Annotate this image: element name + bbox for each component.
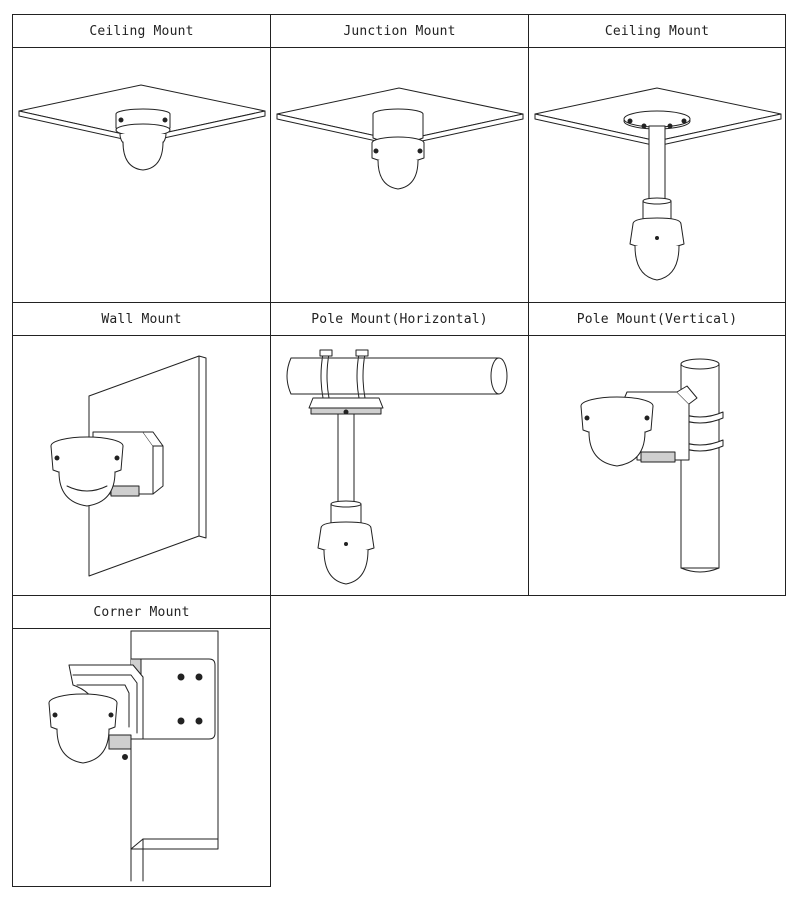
panel-junction-mount bbox=[270, 14, 529, 303]
panel-label: Corner Mount bbox=[13, 596, 270, 629]
ceiling-pendant-mount-illustration bbox=[529, 48, 785, 302]
panel-corner-mount bbox=[12, 595, 271, 887]
ceiling-mount-illustration bbox=[13, 48, 270, 302]
junction-mount-illustration bbox=[271, 48, 528, 302]
pole-mount-vertical-illustration bbox=[529, 336, 785, 595]
wall-mount-illustration bbox=[13, 336, 270, 595]
pole-mount-horizontal-illustration bbox=[271, 336, 528, 595]
panel-ceiling-mount-2 bbox=[528, 14, 786, 303]
panel-label: Junction Mount bbox=[271, 15, 528, 48]
corner-mount-illustration bbox=[13, 629, 270, 886]
panel-ceiling-mount-1 bbox=[12, 14, 271, 303]
panel-label: Pole Mount(Horizontal) bbox=[271, 303, 528, 336]
panel-pole-mount-horizontal bbox=[270, 302, 529, 596]
panel-label: Ceiling Mount bbox=[13, 15, 270, 48]
panel-label: Pole Mount(Vertical) bbox=[529, 303, 785, 336]
panel-label: Ceiling Mount bbox=[529, 15, 785, 48]
panel-pole-mount-vertical bbox=[528, 302, 786, 596]
panel-wall-mount bbox=[12, 302, 271, 596]
panel-label: Wall Mount bbox=[13, 303, 270, 336]
